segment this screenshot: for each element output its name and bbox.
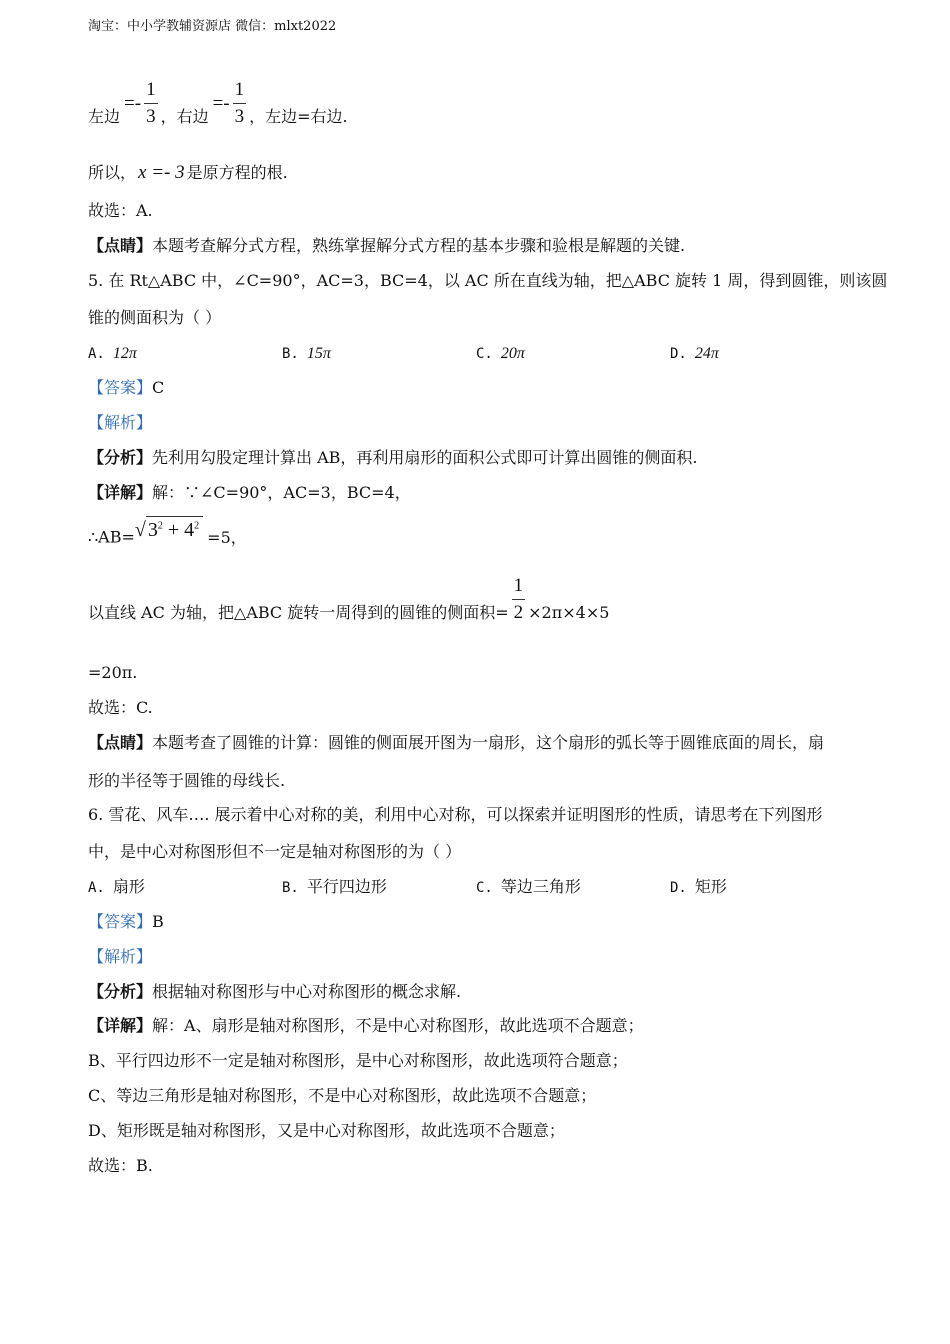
q5-stem-line2: 锥的侧面积为（ ） (88, 308, 222, 327)
q6-stem-line2: 中，是中心对称图形但不一定是轴对称图形的为（ ） (88, 842, 462, 861)
fraction-half: $\frac{1}{2}$ (513, 575, 524, 623)
q5-choice: 故选：C. (88, 698, 153, 717)
q6-option-d: D. 矩形 (670, 877, 727, 896)
q5-option-d: D. 24π (670, 345, 719, 362)
comment-line: 【点睛】本题考查解分式方程，熟练掌握解分式方程的基本步骤和验根是解题的关键. (88, 236, 686, 255)
q5-option-c: C. 20π (476, 345, 525, 362)
q5-answer: 【答案】C (88, 378, 165, 397)
q5-area-line: 以直线 AC 为轴，把△ABC 旋转一周得到的圆锥的侧面积= $\frac{1}{2}$ ×2π×4×5 (88, 575, 610, 623)
q6-option-a: A. 扇形 (88, 877, 145, 896)
q5-ab-line: ∴AB=√ $3^2 + 4^2=5$， (88, 520, 247, 546)
q6-stem-line1: 6. 雪花、风车…. 展示着中心对称的美，利用中心对称，可以探索并证明图形的性质，请思考在下列图形 (88, 805, 823, 824)
page-header: 淘宝：中小学教辅资源店 微信：mlxt2022 (88, 19, 337, 34)
fraction: $\frac{1}{3}$ (146, 79, 156, 127)
q6-detail-line3: C、等边三角形是轴对称图形，不是中心对称图形，故此选项不合题意； (88, 1086, 597, 1105)
root-line: 所以， x =- 3 是原方程的根. (88, 162, 288, 183)
check-line: 左边=- $\frac{1}{3}$ ，右边=- $\frac{1}{3}$ ，左边=右边. (88, 79, 348, 127)
q6-answer: 【答案】B (88, 912, 164, 931)
q6-detail-line1: 【详解】解：A、扇形是轴对称图形，不是中心对称图形，故此选项不合题意； (88, 1016, 644, 1035)
fraction: $\frac{1}{3}$ (234, 79, 245, 127)
q5-option-b: B. 15π (282, 345, 331, 362)
sqrt-expression: √ $3^2 + 4^2$ (135, 520, 203, 540)
q5-analysis-heading: 【解析】 (88, 413, 153, 432)
q6-analysis: 【分析】根据轴对称图形与中心对称图形的概念求解. (88, 982, 462, 1001)
q5-comment-line1: 【点睛】本题考查了圆锥的计算：圆锥的侧面展开图为一扇形，这个扇形的弧长等于圆锥底面的周长，扇 (88, 733, 825, 752)
q5-option-a: A. 12π (88, 345, 137, 362)
q6-detail-line2: B、平行四边形不一定是轴对称图形，是中心对称图形，故此选项符合题意； (88, 1051, 628, 1070)
q5-analysis: 【分析】先利用勾股定理计算出 AB，再利用扇形的面积公式即可计算出圆锥的侧面积. (88, 448, 698, 467)
q6-detail-line4: D、矩形既是轴对称图形，又是中心对称图形，故此选项不合题意； (88, 1121, 565, 1140)
q5-comment-line2: 形的半径等于圆锥的母线长. (88, 771, 286, 790)
q5-area-result: =20π. (88, 663, 138, 682)
q5-detail: 【详解】解：∵∠C=90°，AC=3，BC=4， (88, 483, 411, 502)
choice-line: 故选：A. (88, 201, 153, 220)
q6-option-c: C. 等边三角形 (476, 877, 581, 896)
q6-analysis-heading: 【解析】 (88, 947, 153, 966)
q5-stem-line1: 5. 在 Rt△ABC 中，∠C=90°，AC=3，BC=4，以 AC 所在直线为轴，把△ABC 旋转 1 周，得到圆锥，则该圆 (88, 271, 888, 290)
q6-choice: 故选：B. (88, 1156, 153, 1175)
q6-option-b: B. 平行四边形 (282, 877, 387, 896)
